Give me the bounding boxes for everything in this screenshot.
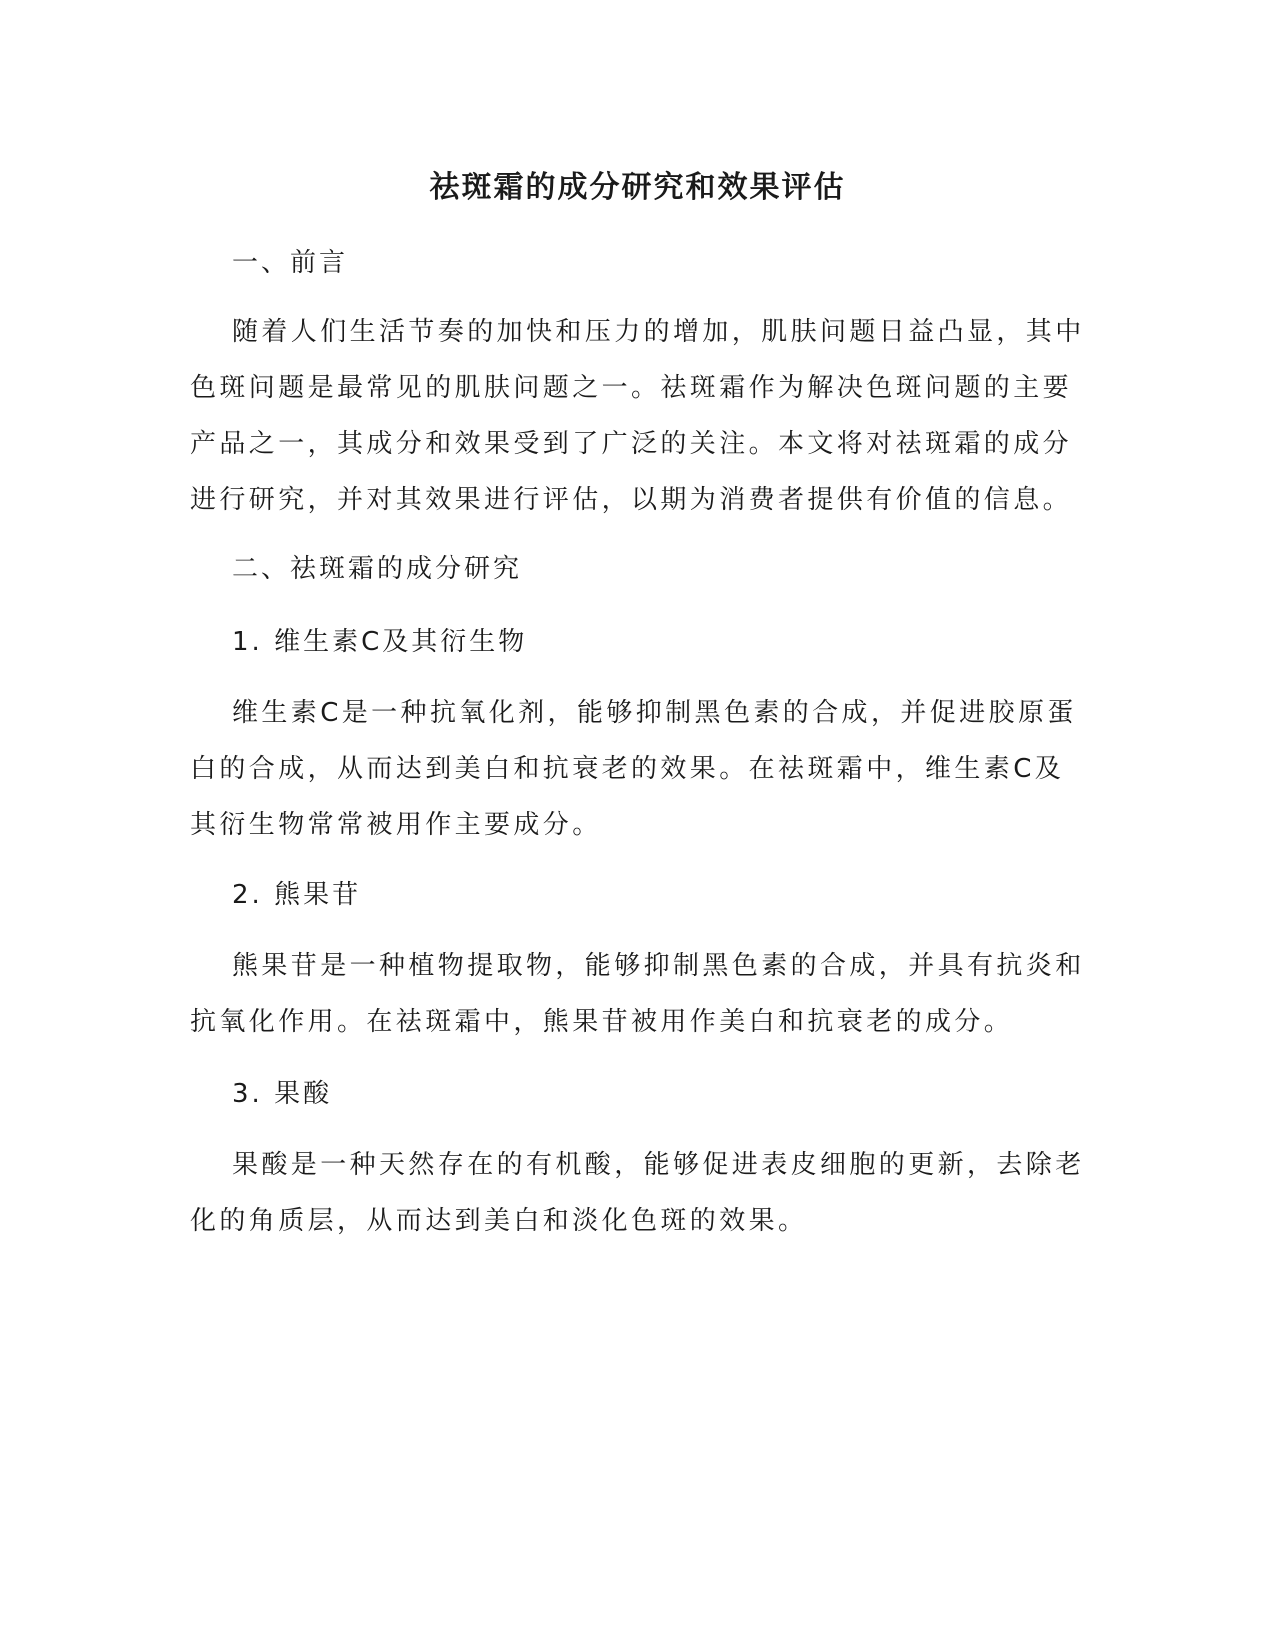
paragraph-preface: 随着人们生活节奏的加快和压力的增加，肌肤问题日益凸显，其中色斑问题是最常见的肌肤问题之一。祛斑霜作为解决色斑问题的主要产品之一，其成分和效果受到了广泛的关注。本文将对祛斑霜的成分进行研究，并对其效果进行评估，以期为消费者提供有价值的信息。 bbox=[190, 317, 1085, 515]
paragraph-fruit-acid: 果酸是一种天然存在的有机酸，能够促进表皮细胞的更新，去除老化的角质层，从而达到美白和淡化色斑的效果。 bbox=[190, 1150, 1085, 1236]
paragraph-arbutin: 熊果苷是一种植物提取物，能够抑制黑色素的合成，并具有抗炎和抗氧化作用。在祛斑霜中，熊果苷被用作美白和抗衰老的成分。 bbox=[190, 951, 1085, 1037]
section-heading-ingredients: 二、祛斑霜的成分研究 bbox=[232, 554, 523, 584]
paragraph-vitamin-c: 维生素C是一种抗氧化剂，能够抑制黑色素的合成，并促进胶原蛋白的合成，从而达到美白和抗衰老的效果。在祛斑霜中，维生素C及其衍生物常常被用作主要成分。 bbox=[190, 698, 1077, 840]
document-title: 祛斑霜的成分研究和效果评估 bbox=[429, 170, 846, 205]
subsection-heading-vitamin-c: 1. 维生素C及其衍生物 bbox=[232, 627, 528, 657]
subsection-heading-fruit-acid: 3. 果酸 bbox=[232, 1079, 333, 1109]
section-heading-preface: 一、前言 bbox=[232, 248, 349, 278]
subsection-heading-arbutin: 2. 熊果苷 bbox=[232, 880, 362, 910]
